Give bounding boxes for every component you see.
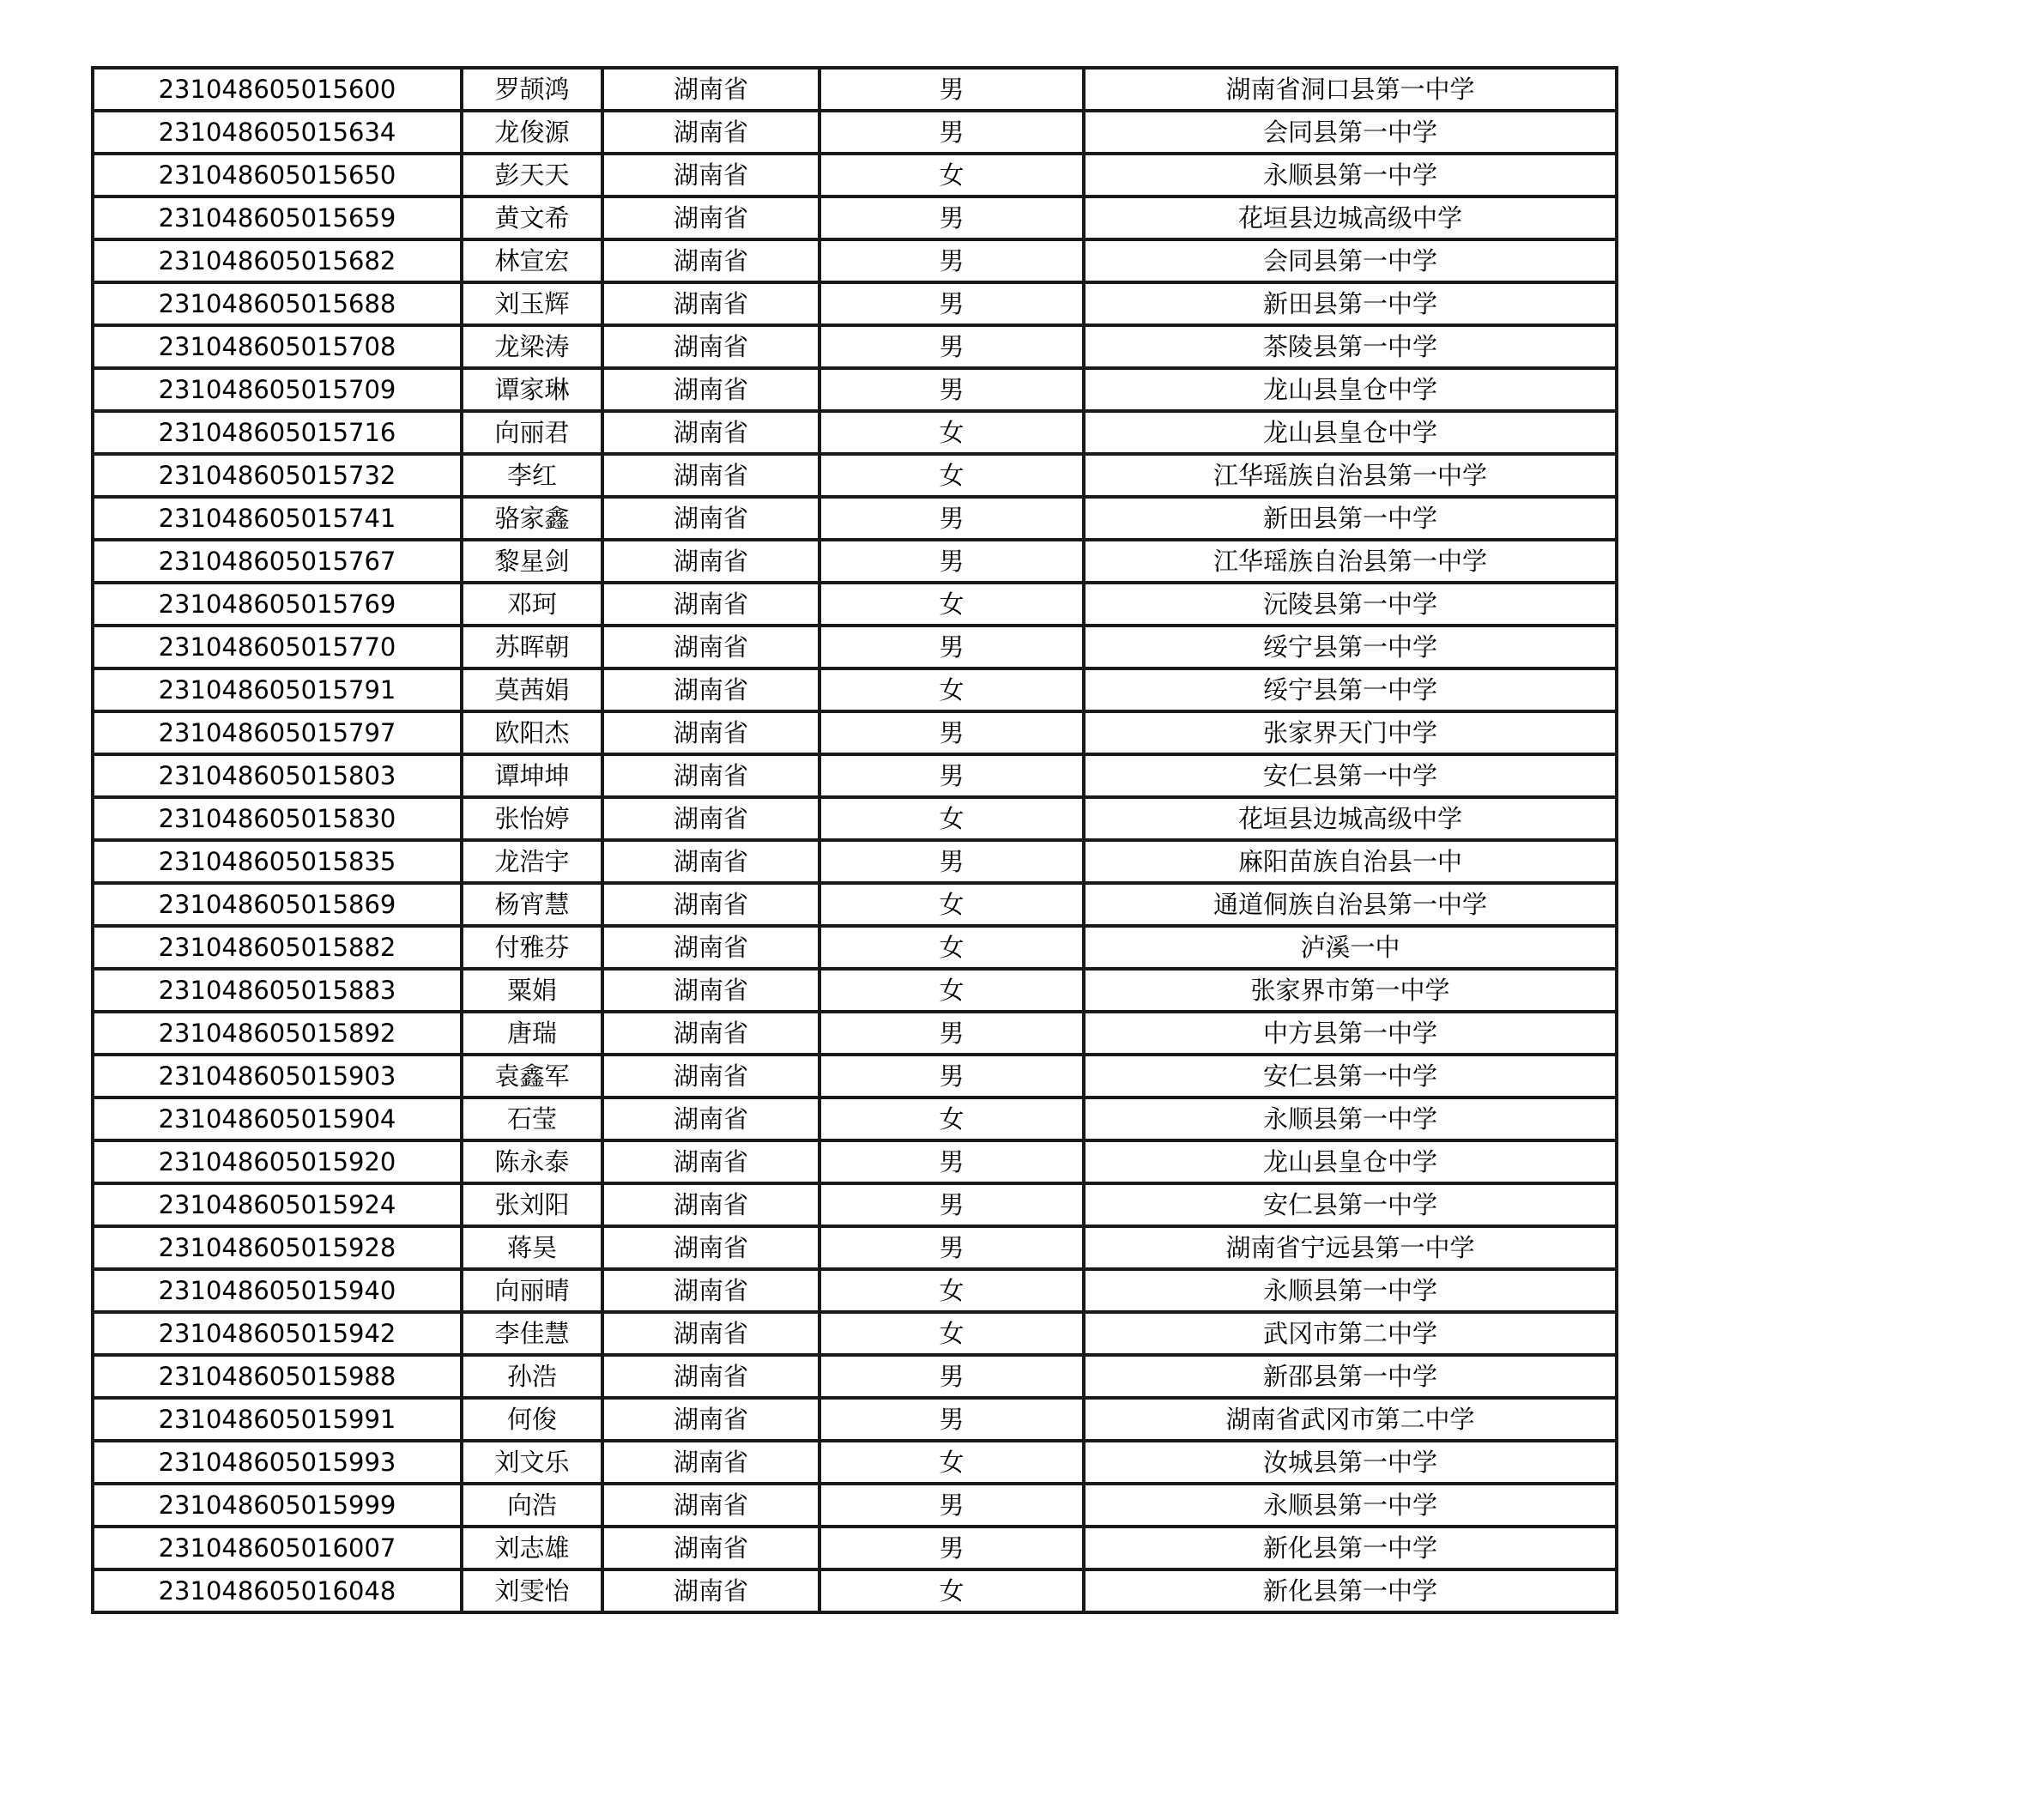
table-row (93, 1098, 1617, 1140)
student-id-cell: 231048605015797 (93, 711, 462, 754)
province-cell: 湖南省 (602, 668, 819, 711)
gender-cell: 男 (819, 840, 1084, 883)
student-name-cell: 袁鑫军 (462, 1055, 602, 1098)
gender-cell: 女 (819, 1312, 1084, 1355)
student-id-cell: 231048605015659 (93, 197, 462, 239)
gender-cell: 女 (819, 926, 1084, 969)
province-cell: 湖南省 (602, 754, 819, 797)
province-cell: 湖南省 (602, 1527, 819, 1569)
student-id-cell: 231048605015716 (93, 411, 462, 454)
student-id-cell: 231048605015769 (93, 583, 462, 626)
school-cell: 永顺县第一中学 (1084, 1269, 1617, 1312)
province-cell: 湖南省 (602, 368, 819, 411)
gender-cell: 女 (819, 969, 1084, 1012)
student-id-cell: 231048605015928 (93, 1226, 462, 1269)
gender-cell: 男 (819, 1527, 1084, 1569)
province-cell: 湖南省 (602, 969, 819, 1012)
student-name-cell: 付雅芬 (462, 926, 602, 969)
student-name-cell: 黎星剑 (462, 540, 602, 583)
table-row (93, 239, 1617, 282)
gender-cell: 男 (819, 325, 1084, 368)
table-row (93, 497, 1617, 540)
student-id-cell: 231048605015869 (93, 883, 462, 926)
school-cell: 永顺县第一中学 (1084, 154, 1617, 197)
table-row (93, 754, 1617, 797)
gender-cell: 女 (819, 797, 1084, 840)
table-row (93, 368, 1617, 411)
student-name-cell: 蒋昊 (462, 1226, 602, 1269)
gender-cell: 女 (819, 411, 1084, 454)
gender-cell: 男 (819, 1355, 1084, 1398)
gender-cell: 女 (819, 1441, 1084, 1484)
table-row (93, 68, 1617, 111)
student-id-cell: 231048605015920 (93, 1140, 462, 1183)
gender-cell: 男 (819, 111, 1084, 154)
school-cell: 张家界市第一中学 (1084, 969, 1617, 1012)
student-id-cell: 231048605015708 (93, 325, 462, 368)
table-row (93, 583, 1617, 626)
gender-cell: 男 (819, 368, 1084, 411)
student-name-cell: 向浩 (462, 1484, 602, 1527)
gender-cell: 男 (819, 540, 1084, 583)
student-id-cell: 231048605016048 (93, 1569, 462, 1612)
province-cell: 湖南省 (602, 1012, 819, 1055)
school-cell: 安仁县第一中学 (1084, 1183, 1617, 1226)
gender-cell: 男 (819, 1055, 1084, 1098)
school-cell: 中方县第一中学 (1084, 1012, 1617, 1055)
student-name-cell: 苏晖朝 (462, 626, 602, 668)
table-row (93, 1484, 1617, 1527)
gender-cell: 男 (819, 1484, 1084, 1527)
school-cell: 新田县第一中学 (1084, 497, 1617, 540)
table-row (93, 668, 1617, 711)
table-row (93, 1312, 1617, 1355)
province-cell: 湖南省 (602, 1569, 819, 1612)
gender-cell: 女 (819, 1098, 1084, 1140)
table-row (93, 1527, 1617, 1569)
province-cell: 湖南省 (602, 1055, 819, 1098)
student-id-cell: 231048605015803 (93, 754, 462, 797)
province-cell: 湖南省 (602, 1312, 819, 1355)
province-cell: 湖南省 (602, 1441, 819, 1484)
student-id-cell: 231048605015682 (93, 239, 462, 282)
school-cell: 龙山县皇仓中学 (1084, 411, 1617, 454)
gender-cell: 男 (819, 1140, 1084, 1183)
student-id-cell: 231048605015600 (93, 68, 462, 111)
table-row (93, 1183, 1617, 1226)
province-cell: 湖南省 (602, 1269, 819, 1312)
student-name-cell: 刘文乐 (462, 1441, 602, 1484)
student-name-cell: 黄文希 (462, 197, 602, 239)
student-name-cell: 莫茜娟 (462, 668, 602, 711)
student-id-cell: 231048605015791 (93, 668, 462, 711)
gender-cell: 女 (819, 883, 1084, 926)
student-id-cell: 231048605015924 (93, 1183, 462, 1226)
province-cell: 湖南省 (602, 197, 819, 239)
table-row (93, 1055, 1617, 1098)
school-cell: 湖南省洞口县第一中学 (1084, 68, 1617, 111)
table-row (93, 711, 1617, 754)
school-cell: 江华瑶族自治县第一中学 (1084, 540, 1617, 583)
student-name-cell: 刘雯怡 (462, 1569, 602, 1612)
school-cell: 湖南省宁远县第一中学 (1084, 1226, 1617, 1269)
province-cell: 湖南省 (602, 883, 819, 926)
gender-cell: 男 (819, 754, 1084, 797)
student-id-cell: 231048605016007 (93, 1527, 462, 1569)
school-cell: 绥宁县第一中学 (1084, 668, 1617, 711)
student-name-cell: 刘玉辉 (462, 282, 602, 325)
student-id-cell: 231048605015883 (93, 969, 462, 1012)
student-name-cell: 林宣宏 (462, 239, 602, 282)
school-cell: 绥宁县第一中学 (1084, 626, 1617, 668)
school-cell: 龙山县皇仓中学 (1084, 1140, 1617, 1183)
student-id-cell: 231048605015835 (93, 840, 462, 883)
table-row (93, 1140, 1617, 1183)
gender-cell: 男 (819, 1398, 1084, 1441)
province-cell: 湖南省 (602, 1355, 819, 1398)
table-row (93, 1441, 1617, 1484)
student-name-cell: 向丽晴 (462, 1269, 602, 1312)
school-cell: 麻阳苗族自治县一中 (1084, 840, 1617, 883)
province-cell: 湖南省 (602, 411, 819, 454)
school-cell: 新化县第一中学 (1084, 1527, 1617, 1569)
table-row (93, 1269, 1617, 1312)
student-id-cell: 231048605015993 (93, 1441, 462, 1484)
province-cell: 湖南省 (602, 711, 819, 754)
province-cell: 湖南省 (602, 583, 819, 626)
student-name-cell: 张怡婷 (462, 797, 602, 840)
school-cell: 汝城县第一中学 (1084, 1441, 1617, 1484)
gender-cell: 男 (819, 1012, 1084, 1055)
province-cell: 湖南省 (602, 154, 819, 197)
student-name-cell: 杨宵慧 (462, 883, 602, 926)
gender-cell: 男 (819, 1183, 1084, 1226)
table-row (93, 1569, 1617, 1612)
student-name-cell: 谭坤坤 (462, 754, 602, 797)
gender-cell: 女 (819, 154, 1084, 197)
school-cell: 新田县第一中学 (1084, 282, 1617, 325)
student-id-cell: 231048605015892 (93, 1012, 462, 1055)
province-cell: 湖南省 (602, 926, 819, 969)
student-name-cell: 向丽君 (462, 411, 602, 454)
province-cell: 湖南省 (602, 68, 819, 111)
table-row (93, 840, 1617, 883)
student-id-cell: 231048605015903 (93, 1055, 462, 1098)
student-id-cell: 231048605015988 (93, 1355, 462, 1398)
province-cell: 湖南省 (602, 111, 819, 154)
province-cell: 湖南省 (602, 1098, 819, 1140)
student-name-cell: 粟娟 (462, 969, 602, 1012)
school-cell: 安仁县第一中学 (1084, 1055, 1617, 1098)
student-name-cell: 龙浩宇 (462, 840, 602, 883)
school-cell: 永顺县第一中学 (1084, 1484, 1617, 1527)
table-row (93, 454, 1617, 497)
province-cell: 湖南省 (602, 497, 819, 540)
student-id-cell: 231048605015650 (93, 154, 462, 197)
student-name-cell: 张刘阳 (462, 1183, 602, 1226)
student-id-cell: 231048605015942 (93, 1312, 462, 1355)
gender-cell: 男 (819, 1226, 1084, 1269)
school-cell: 通道侗族自治县第一中学 (1084, 883, 1617, 926)
province-cell: 湖南省 (602, 1140, 819, 1183)
school-cell: 新化县第一中学 (1084, 1569, 1617, 1612)
school-cell: 茶陵县第一中学 (1084, 325, 1617, 368)
gender-cell: 男 (819, 239, 1084, 282)
table-row (93, 883, 1617, 926)
student-name-cell: 罗颉鸿 (462, 68, 602, 111)
school-cell: 湖南省武冈市第二中学 (1084, 1398, 1617, 1441)
student-id-cell: 231048605015688 (93, 282, 462, 325)
table-row (93, 540, 1617, 583)
school-cell: 会同县第一中学 (1084, 111, 1617, 154)
student-name-cell: 邓珂 (462, 583, 602, 626)
student-name-cell: 李佳慧 (462, 1312, 602, 1355)
student-name-cell: 刘志雄 (462, 1527, 602, 1569)
school-cell: 沅陵县第一中学 (1084, 583, 1617, 626)
student-id-cell: 231048605015991 (93, 1398, 462, 1441)
student-name-cell: 李红 (462, 454, 602, 497)
student-id-cell: 231048605015882 (93, 926, 462, 969)
table-row (93, 1398, 1617, 1441)
student-id-cell: 231048605015999 (93, 1484, 462, 1527)
province-cell: 湖南省 (602, 1398, 819, 1441)
gender-cell: 男 (819, 626, 1084, 668)
table-row (93, 154, 1617, 197)
school-cell: 武冈市第二中学 (1084, 1312, 1617, 1355)
school-cell: 张家界天门中学 (1084, 711, 1617, 754)
province-cell: 湖南省 (602, 325, 819, 368)
table-body (93, 68, 1617, 1612)
table-row (93, 797, 1617, 840)
gender-cell: 男 (819, 282, 1084, 325)
table-row (93, 282, 1617, 325)
gender-cell: 男 (819, 711, 1084, 754)
school-cell: 龙山县皇仓中学 (1084, 368, 1617, 411)
province-cell: 湖南省 (602, 1226, 819, 1269)
table-row (93, 1012, 1617, 1055)
student-table (91, 66, 1618, 1614)
gender-cell: 女 (819, 583, 1084, 626)
gender-cell: 女 (819, 1269, 1084, 1312)
gender-cell: 男 (819, 197, 1084, 239)
province-cell: 湖南省 (602, 626, 819, 668)
student-id-cell: 231048605015830 (93, 797, 462, 840)
province-cell: 湖南省 (602, 1484, 819, 1527)
student-id-cell: 231048605015709 (93, 368, 462, 411)
province-cell: 湖南省 (602, 1183, 819, 1226)
province-cell: 湖南省 (602, 454, 819, 497)
student-name-cell: 骆家鑫 (462, 497, 602, 540)
gender-cell: 女 (819, 1569, 1084, 1612)
school-cell: 会同县第一中学 (1084, 239, 1617, 282)
student-name-cell: 唐瑞 (462, 1012, 602, 1055)
table-row (93, 926, 1617, 969)
province-cell: 湖南省 (602, 282, 819, 325)
table-row (93, 1226, 1617, 1269)
school-cell: 花垣县边城高级中学 (1084, 797, 1617, 840)
gender-cell: 男 (819, 68, 1084, 111)
province-cell: 湖南省 (602, 239, 819, 282)
table-row (93, 1355, 1617, 1398)
table-row (93, 325, 1617, 368)
school-cell: 泸溪一中 (1084, 926, 1617, 969)
student-name-cell: 欧阳杰 (462, 711, 602, 754)
gender-cell: 女 (819, 454, 1084, 497)
student-name-cell: 彭天天 (462, 154, 602, 197)
province-cell: 湖南省 (602, 840, 819, 883)
school-cell: 永顺县第一中学 (1084, 1098, 1617, 1140)
gender-cell: 女 (819, 668, 1084, 711)
table-row (93, 969, 1617, 1012)
school-cell: 安仁县第一中学 (1084, 754, 1617, 797)
student-id-cell: 231048605015940 (93, 1269, 462, 1312)
table-row (93, 197, 1617, 239)
student-id-cell: 231048605015732 (93, 454, 462, 497)
school-cell: 江华瑶族自治县第一中学 (1084, 454, 1617, 497)
table-row (93, 411, 1617, 454)
student-name-cell: 龙俊源 (462, 111, 602, 154)
student-id-cell: 231048605015904 (93, 1098, 462, 1140)
province-cell: 湖南省 (602, 797, 819, 840)
school-cell: 新邵县第一中学 (1084, 1355, 1617, 1398)
province-cell: 湖南省 (602, 540, 819, 583)
student-id-cell: 231048605015741 (93, 497, 462, 540)
student-name-cell: 龙梁涛 (462, 325, 602, 368)
student-name-cell: 何俊 (462, 1398, 602, 1441)
student-id-cell: 231048605015767 (93, 540, 462, 583)
student-name-cell: 石莹 (462, 1098, 602, 1140)
gender-cell: 男 (819, 497, 1084, 540)
table-row (93, 626, 1617, 668)
student-id-cell: 231048605015634 (93, 111, 462, 154)
student-name-cell: 陈永泰 (462, 1140, 602, 1183)
student-name-cell: 孙浩 (462, 1355, 602, 1398)
student-id-cell: 231048605015770 (93, 626, 462, 668)
student-name-cell: 谭家琳 (462, 368, 602, 411)
school-cell: 花垣县边城高级中学 (1084, 197, 1617, 239)
table-row (93, 111, 1617, 154)
